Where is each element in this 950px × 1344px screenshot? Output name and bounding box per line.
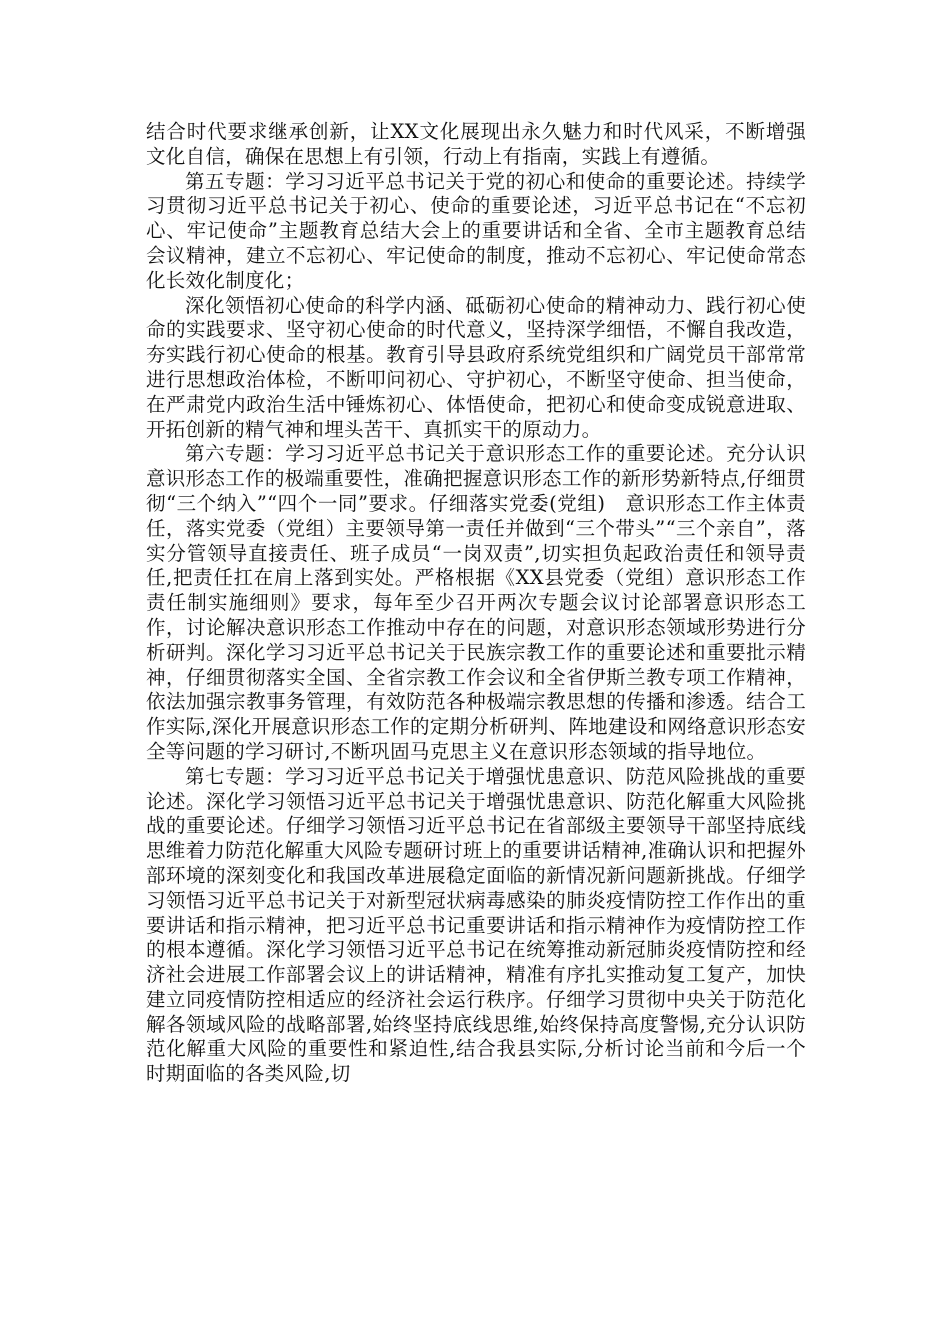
paragraph-topic-seven: 第七专题：学习习近平总书记关于增强忧患意识、防范风险挑战的重要论述。深化学习领悟习近平总书记关于增强忧患意识、防范化解重大风险挑战的重要论述。仔细学习领悟习近平总书记在省部级主要领导干部坚持底线思维着力防范化解重大风险专题研讨班上的重要讲话精神,准确认识和把握外部环境的深刻变化和我国改革进展稳定面临的新情况新问题新挑战。仔细学习领悟习近平总书记关于对新型冠状病毒感染的肺炎疫情防控工作作出的重要讲话和指示精神，把习近平总书记重要讲话和指示精神作为疫情防控工作的根本遵循。深化学习领悟习近平总书记在统筹推动新冠肺炎疫情防控和经济社会进展工作部署会议上的讲话精神，精准有序扎实推动复工复产，加快建立同疫情防控相适应的经济社会运行秩序。仔细学习贯彻中央关于防范化解各领域风险的战略部署,始终坚持底线思维,始终保持高度警惕,充分认识防范化解重大风险的重要性和紧迫性,结合我县实际,分析讨论当前和今后一个时期面临的各类风险,切 (146, 764, 806, 1086)
paragraph-topic-six: 第六专题：学习习近平总书记关于意识形态工作的重要论述。充分认识意识形态工作的极端重要性，准确把握意识形态工作的新形势新特点,仔细贯彻“三个纳入”“四个一同”要求。仔细落实党委(党组) 意识形态工作主体责任，落实党委（党组）主要领导第一责任并做到“三个带头”“三个亲自”，落实分管领导直接责任、班子成员“一岗双责”,切实担负起政治责任和领导责任,把责任扛在肩上落到实处。严格根据《XX县党委（党组）意识形态工作责任制实施细则》要求，每年至少召开两次专题会议讨论部署意识形态工作，讨论解决意识形态工作推动中存在的问题，对意识形态领域形势进行分析研判。深化学习习近平总书记关于民族宗教工作的重要论述和重要批示精神，仔细贯彻落实全国、全省宗教工作会议和全省伊斯兰教专项工作精神，依法加强宗教事务管理，有效防范各种极端宗教思想的传播和渗透。结合工作实际,深化开展意识形态工作的定期分析研判、阵地建设和网络意识形态安全等问题的学习研讨,不断巩固马克思主义在意识形态领域的指导地位。 (146, 442, 806, 763)
paragraph-topic-five: 第五专题：学习习近平总书记关于党的初心和使命的重要论述。持续学习贯彻习近平总书记关于初心、使命的重要论述，习近平总书记在“不忘初心、牢记使命”主题教育总结大会上的重要讲话和全省、全市主题教育总结会议精神，建立不忘初心、牢记使命的制度，推动不忘初心、牢记使命常态化长效化制度化； (146, 169, 806, 292)
paragraph-topic-five-detail: 深化领悟初心使命的科学内涵、砥砺初心使命的精神动力、践行初心使命的实践要求、坚守初心使命的时代意义，坚持深学细悟，不懈自我改造，夯实践行初心使命的根基。教育引导县政府系统党组织和广阔党员干部常常进行思想政治体检，不断叩问初心、守护初心，不断坚守使命、担当使命，在严肃党内政治生活中锤炼初心、体悟使命，把初心和使命变成锐意进取、开拓创新的精气神和埋头苦干、真抓实干的原动力。 (146, 293, 806, 441)
paragraph-intro-continuation: 结合时代要求继承创新，让XX文化展现出永久魅力和时代风采，不断增强文化自信，确保在思想上有引领，行动上有指南，实践上有遵循。 (146, 120, 806, 168)
document-body (146, 120, 806, 1087)
